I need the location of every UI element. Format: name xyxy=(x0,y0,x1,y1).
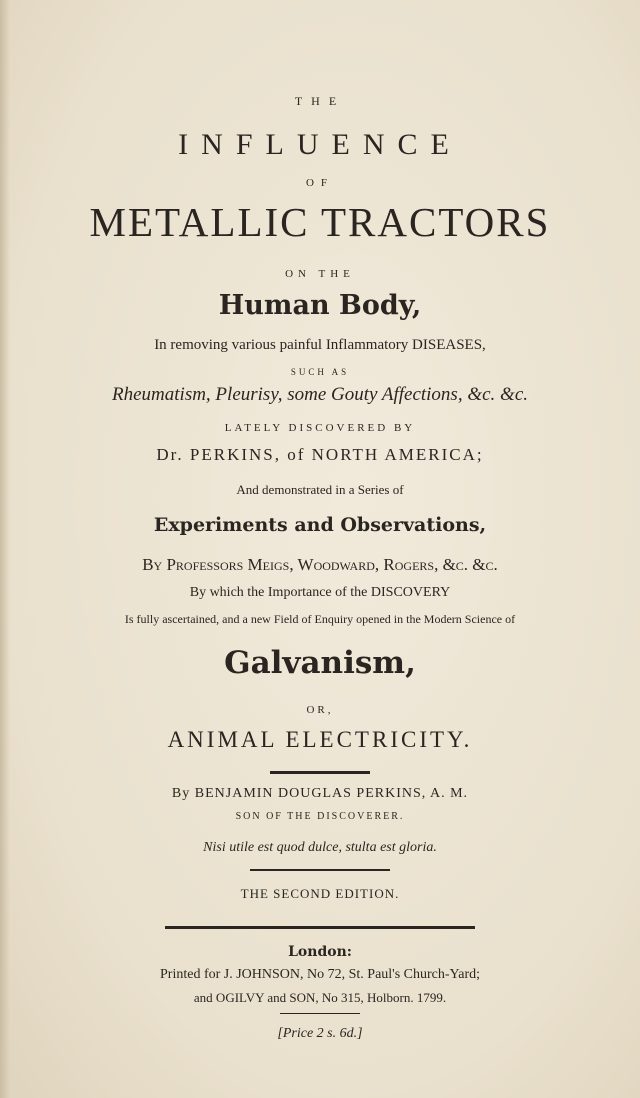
author-line: By BENJAMIN DOUGLAS PERKINS, A. M. xyxy=(171,786,469,801)
lately-line: LATELY DISCOVERED BY xyxy=(224,422,416,434)
ailments-line: Rheumatism, Pleurisy, some Gouty Affections, &c. &c. xyxy=(112,384,528,405)
london-line: London: xyxy=(288,944,352,960)
printed-for-line: Printed for J. JOHNSON, No 72, St. Paul's Church-Yard; xyxy=(160,967,480,982)
galvanism-line: Galvanism, xyxy=(224,645,416,681)
ogilvy-line: and OGILVY and SON, No 315, Holborn. 1799. xyxy=(193,990,447,1005)
human-body-line: Human Body, xyxy=(218,290,422,321)
the-line: THE xyxy=(294,94,346,108)
divider-rule xyxy=(165,926,475,929)
professors-line: By Professors Meigs, Woodward, Rogers, &c. &c. xyxy=(142,555,498,574)
divider-rule xyxy=(280,1013,360,1014)
divider-rule xyxy=(270,771,370,774)
son-of-line: SON OF THE DISCOVERER. xyxy=(235,811,405,822)
fully-line: Is fully ascertained, and a new Field of Enquiry opened in the Modern Science of xyxy=(124,612,516,626)
price-line: [Price 2 s. 6d.] xyxy=(277,1026,363,1041)
influence-heading: INFLUENCE xyxy=(178,128,462,161)
by-which-line: By which the Importance of the DISCOVERY xyxy=(189,585,451,600)
demonstrated-line: And demonstrated in a Series of xyxy=(236,482,404,497)
motto-line: Nisi utile est quod dulce, stulta est gloria. xyxy=(203,840,437,855)
edition-line: THE SECOND EDITION. xyxy=(240,886,400,901)
or-line: OR, xyxy=(306,704,334,716)
main-title: METALLIC TRACTORS xyxy=(89,199,551,245)
removing-line: In removing various painful Inflammatory DISEASES, xyxy=(154,337,486,353)
of-line: OF xyxy=(305,177,335,189)
animal-electricity-heading: ANIMAL ELECTRICITY. xyxy=(167,727,473,752)
divider-rule xyxy=(250,869,390,871)
experiments-line: Experiments and Observations, xyxy=(153,514,487,536)
discoverer-line: Dr. PERKINS, of NORTH AMERICA; xyxy=(156,445,484,464)
such-as-line: SUCH AS xyxy=(290,367,350,377)
page-spine-shadow xyxy=(0,0,10,1098)
on-the-line: ON THE xyxy=(285,268,355,280)
